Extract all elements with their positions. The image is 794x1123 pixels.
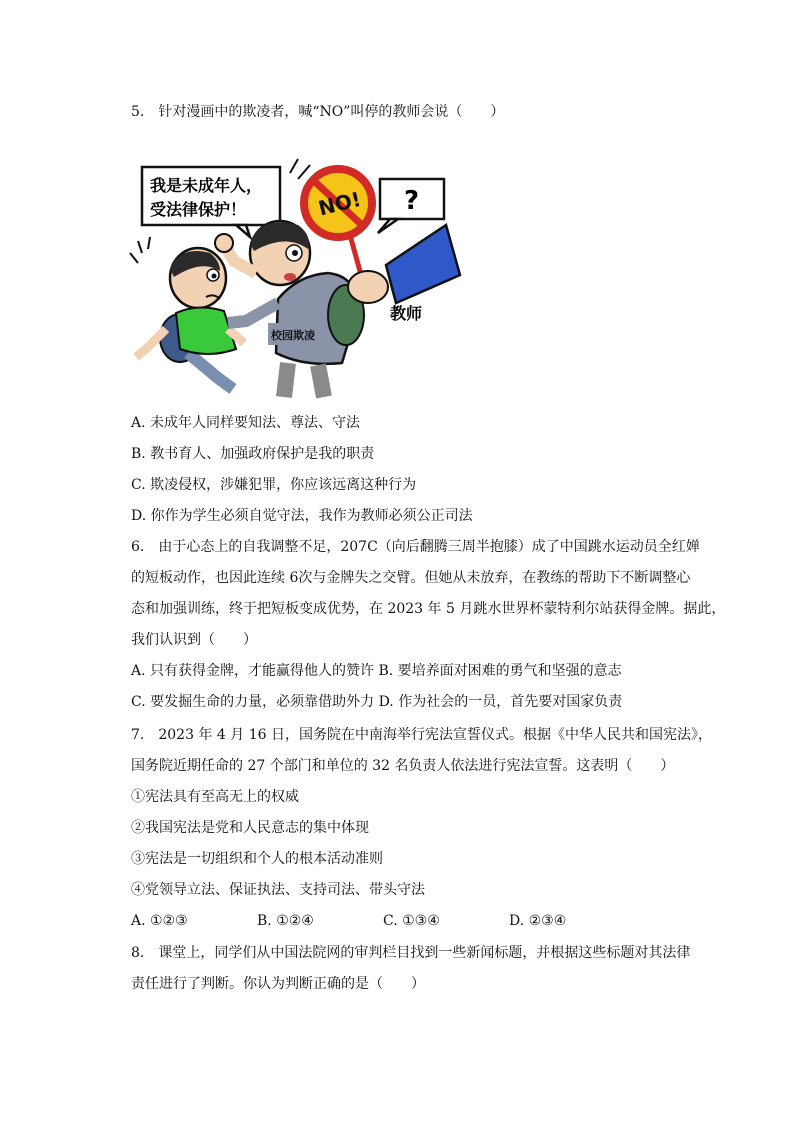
q7-stem-line: 7. 2023 年 4 月 16 日，国务院在中南海举行宪法宣誓仪式。根据《中华人民共和国宪法》， xyxy=(131,727,712,743)
student-bubble-line-2: 受法律保护！ xyxy=(150,200,247,219)
student-bubble-line-1: 我是未成年人， xyxy=(150,176,263,195)
q7-item: ④党领导立法、保证执法、支持司法、带头守法 xyxy=(131,882,425,898)
q7-stem-line: 国务院近期任命的 27 个部门和单位的 32 名负责人依法进行宪法宣誓。这表明（ ） xyxy=(131,758,675,774)
q7-option-d[interactable]: D. ②③④ xyxy=(509,913,567,929)
q6-stem-line: 我们认识到（ ） xyxy=(131,632,257,648)
q7-option-c[interactable]: C. ①③④ xyxy=(383,913,440,929)
q7-option-a[interactable]: A. ①②③ xyxy=(131,913,188,929)
q8-stem-line: 8. 课堂上，同学们从中国法院网的审判栏目找到一些新闻标题，并根据这些标题对其法律 xyxy=(131,945,691,961)
q5-option-d[interactable]: D. 你作为学生必须自觉守法，我作为教师必须公正司法 xyxy=(131,508,473,524)
q7-stem xyxy=(131,720,712,937)
q7-item: ①宪法具有至高无上的权威 xyxy=(131,789,299,805)
bully-figure xyxy=(215,221,364,397)
q7-item: ③宪法是一切组织和个人的根本活动准则 xyxy=(131,851,383,867)
q5-option-c[interactable]: C. 欺凌侵权，涉嫌犯罪，你应该远离这种行为 xyxy=(131,477,417,493)
no-sign-text: NO! xyxy=(315,186,364,221)
bully-shirt-text: 校园欺凌 xyxy=(271,329,315,342)
student-speech-bubble xyxy=(142,167,280,237)
q6-options-row-2[interactable]: C. 要发掘生命的力量，必须靠借助外力 D. 作为社会的一员，首先要对国家负责 xyxy=(131,694,623,710)
q5-option-a[interactable]: A. 未成年人同样要知法、尊法、守法 xyxy=(131,415,361,431)
q6-stem-line: 态和加强训练，终于把短板变成优势，在 2023 年 5 月跳水世界杯蒙特利尔站获得金牌。据此， xyxy=(131,601,726,617)
teacher-arm xyxy=(348,225,460,303)
q5-stem: 5. 针对漫画中的欺凌者，喊“NO”叫停的教师会说（ ） xyxy=(131,104,505,120)
q7-option-b[interactable]: B. ①②④ xyxy=(257,913,314,929)
teacher-bubble-text: ? xyxy=(404,186,420,216)
teacher-label: 教师 xyxy=(390,304,423,323)
q6-stem-line: 的短板动作，也因此连续 6次与金牌失之交臂。但她从未放弃，在教练的帮助下不断调整心 xyxy=(131,570,691,586)
teacher-speech-bubble xyxy=(378,179,444,233)
q6-options-row-1[interactable]: A. 只有获得金牌，才能赢得他人的赞许 B. 要培养面对困难的勇气和坚强的意志 xyxy=(131,663,622,679)
q7-options xyxy=(131,906,691,937)
q8-stem xyxy=(131,938,691,1000)
q5-options xyxy=(131,408,691,532)
bullying-cartoon-illustration xyxy=(128,153,463,403)
q6-stem xyxy=(131,532,726,718)
q7-item: ②我国宪法是党和人民意志的集中体现 xyxy=(131,820,369,836)
q8-stem-line: 责任进行了判断。你认为判断正确的是（ ） xyxy=(131,976,425,992)
q6-stem-line: 6. 由于心态上的自我调整不足，207C（向后翻腾三周半抱膝）成了中国跳水运动员全红婵 xyxy=(131,539,700,555)
q5-option-b[interactable]: B. 教书育人、加强政府保护是我的职责 xyxy=(131,446,375,462)
